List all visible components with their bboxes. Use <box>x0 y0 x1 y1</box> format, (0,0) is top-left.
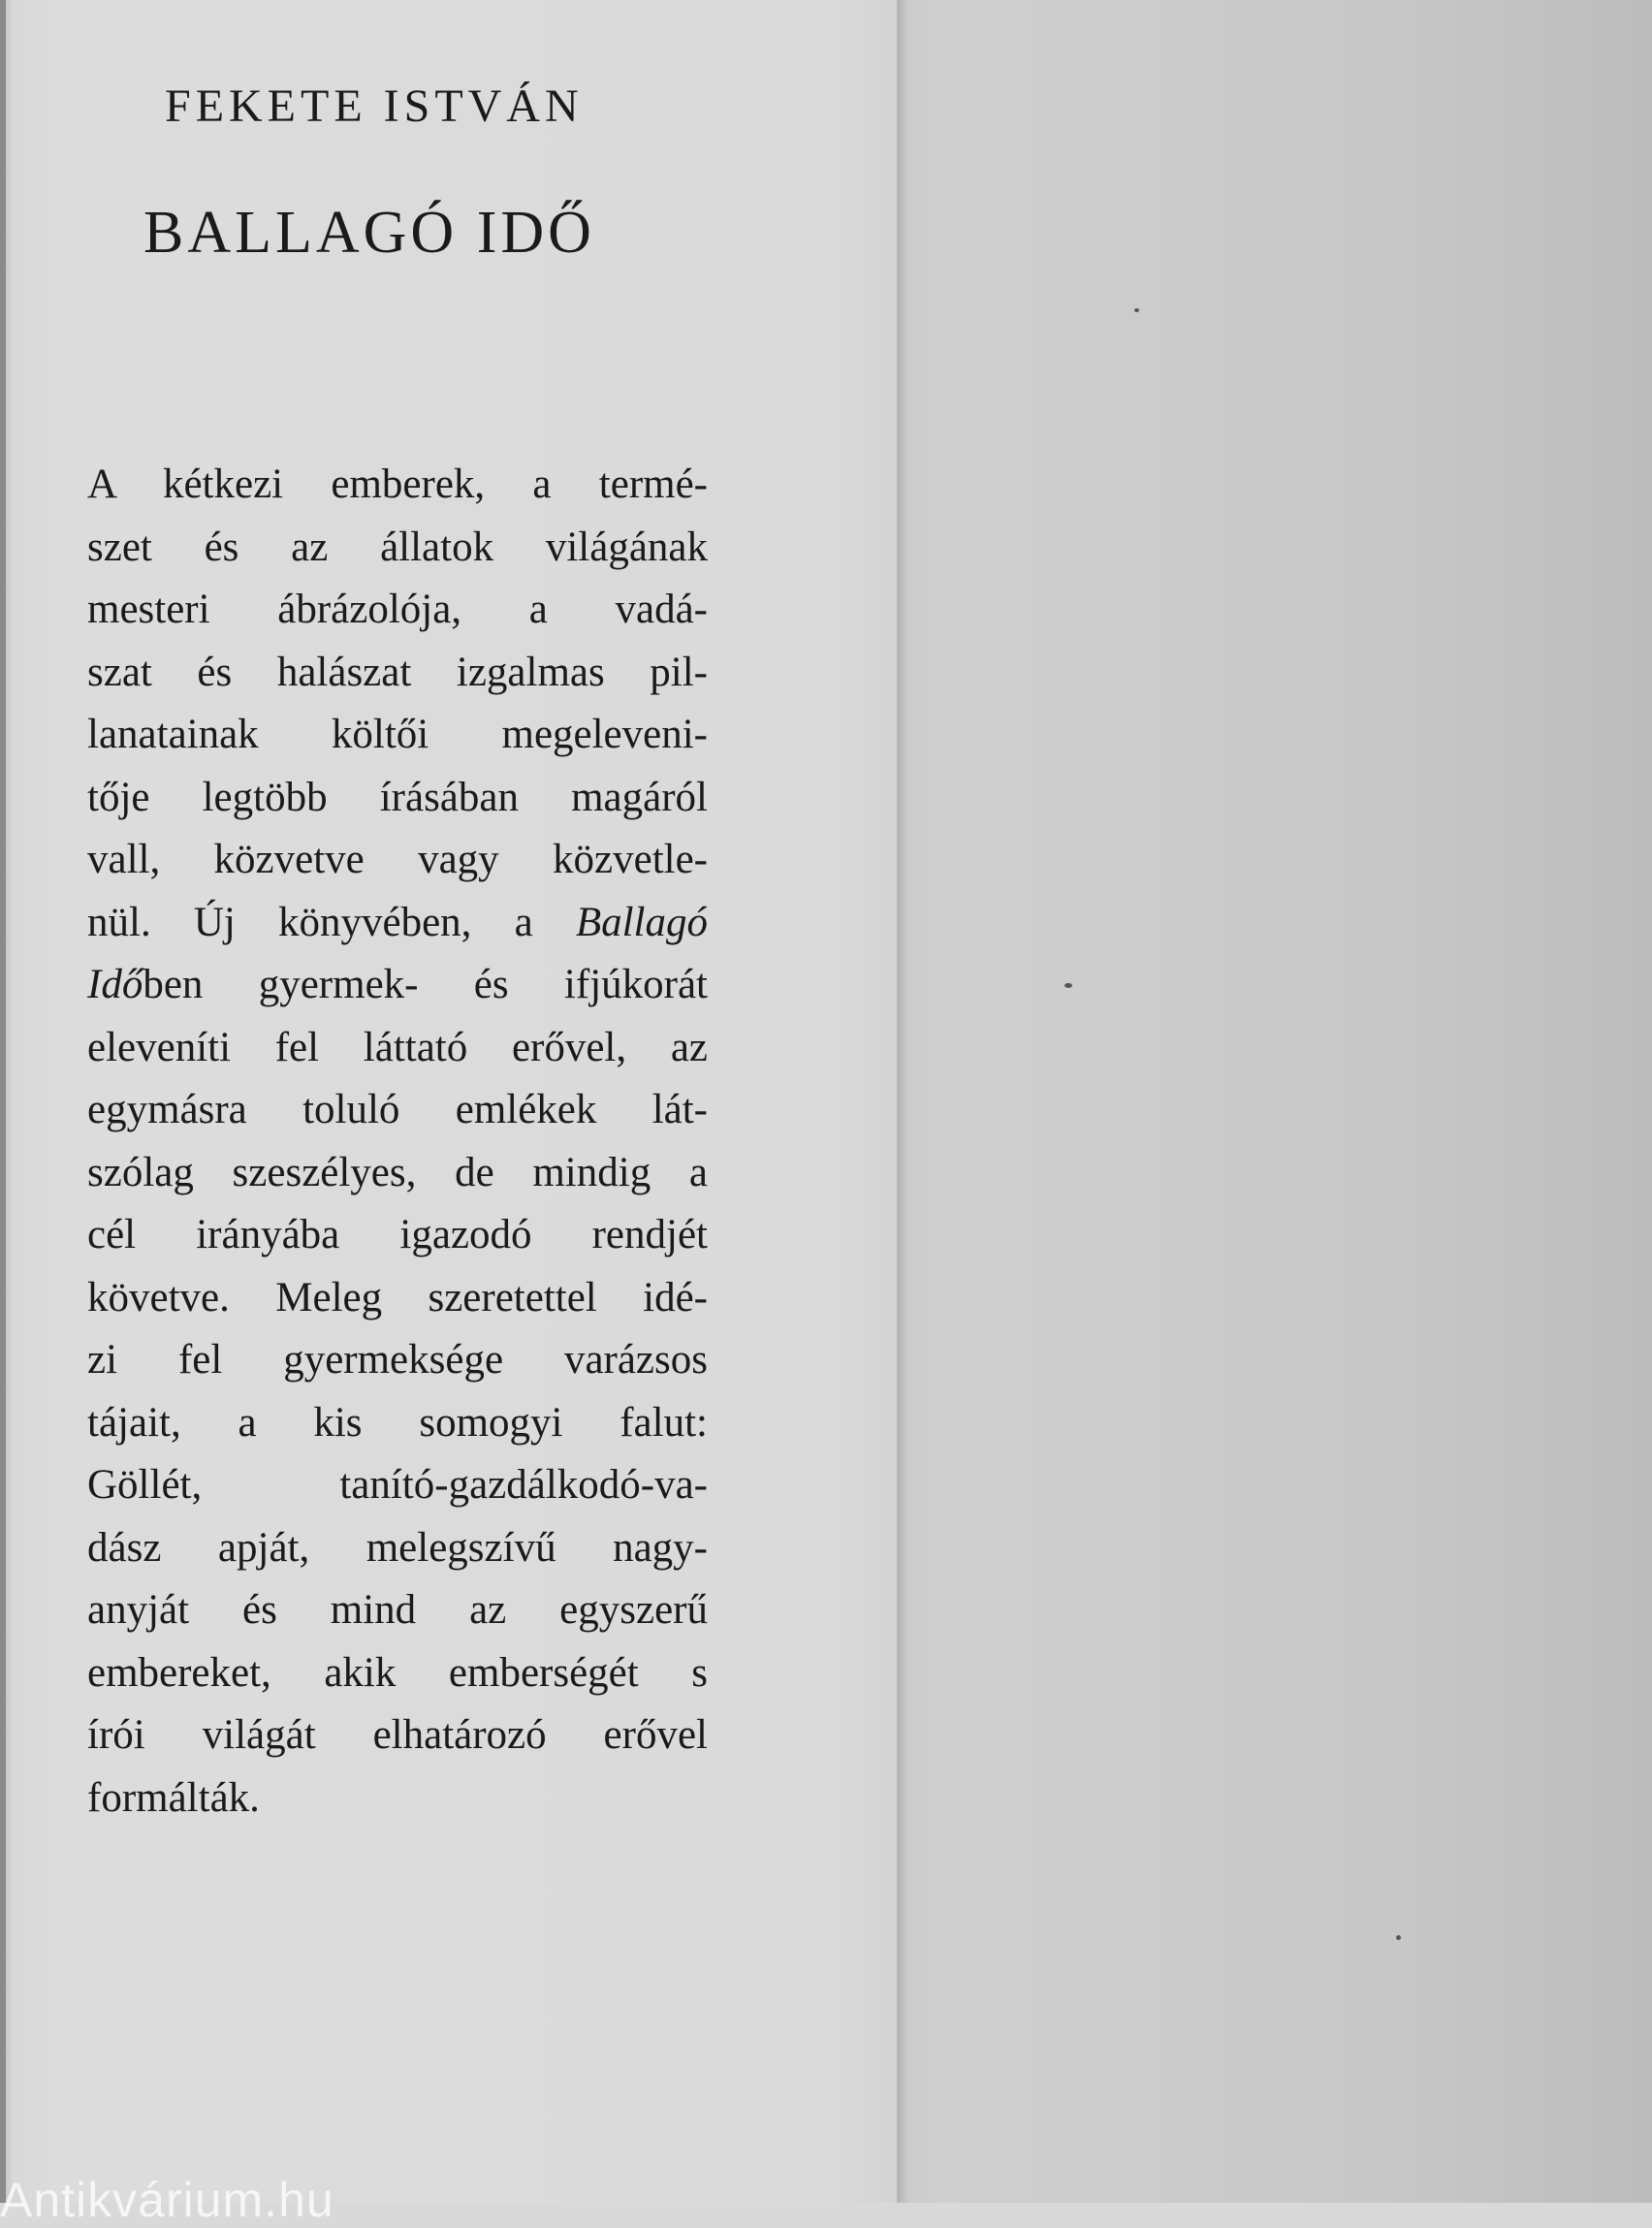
blurb-line <box>87 892 708 955</box>
blurb-line: eleveníti fel láttató erővel, az <box>87 1024 708 1070</box>
book-title: BALLAGÓ IDŐ <box>143 200 595 266</box>
dust-speck <box>1134 308 1139 312</box>
blurb-line: vall, közvetve vagy közvetle- <box>87 837 708 882</box>
author-name: FEKETE ISTVÁN <box>165 80 584 132</box>
blurb-text-run: nül. Új könyvében, a <box>87 899 576 945</box>
blurb-line: Göllét, tanító-gazdálkodó-va- <box>87 1462 708 1508</box>
blurb-line: szólag szeszélyes, de mindig a <box>87 1149 708 1195</box>
dust-speck <box>1396 1935 1401 1940</box>
flap-edge <box>0 0 6 2203</box>
blurb-line: lanatainak költői megeleveni- <box>87 712 708 757</box>
blurb-line: embereket, akik emberségét s <box>87 1649 708 1696</box>
blurb-line: tője legtöbb írásában magáról <box>87 774 708 820</box>
dust-speck <box>1064 983 1072 988</box>
blurb-line: cél irányába igazodó rendjét <box>87 1212 708 1257</box>
blurb-line <box>87 954 708 1017</box>
blurb-line: szet és az állatok világának <box>87 524 708 570</box>
blurb-line: dász apját, melegszívű nagy- <box>87 1524 708 1571</box>
blurb-line: tájait, a kis somogyi falut: <box>87 1399 708 1446</box>
blurb-line: követve. Meleg szeretettel idé- <box>87 1274 708 1321</box>
blurb-line: formálták. <box>87 1774 260 1821</box>
blurb-line: A kétkezi emberek, a termé- <box>87 462 708 507</box>
back-page <box>897 0 1652 2203</box>
blurb-line: szat és halászat izgalmas pil- <box>87 649 708 695</box>
blurb-text-run: ben gyermek- és ifjúkorát <box>143 962 708 1007</box>
watermark: Antikvárium.hu <box>0 2173 334 2227</box>
blurb-text <box>87 454 708 1830</box>
blurb-line: egymásra toluló emlékek lát- <box>87 1087 708 1132</box>
book-title-italic: Ballagó <box>575 899 708 945</box>
book-title-italic: Idő <box>87 962 143 1007</box>
blurb-line: írói világát elhatározó erővel <box>87 1712 708 1758</box>
blurb-line: anyját és mind az egyszerű <box>87 1587 708 1633</box>
blurb-line: zi fel gyermeksége varázsos <box>87 1337 708 1383</box>
blurb-line: mesteri ábrázolója, a vadá- <box>87 587 708 632</box>
